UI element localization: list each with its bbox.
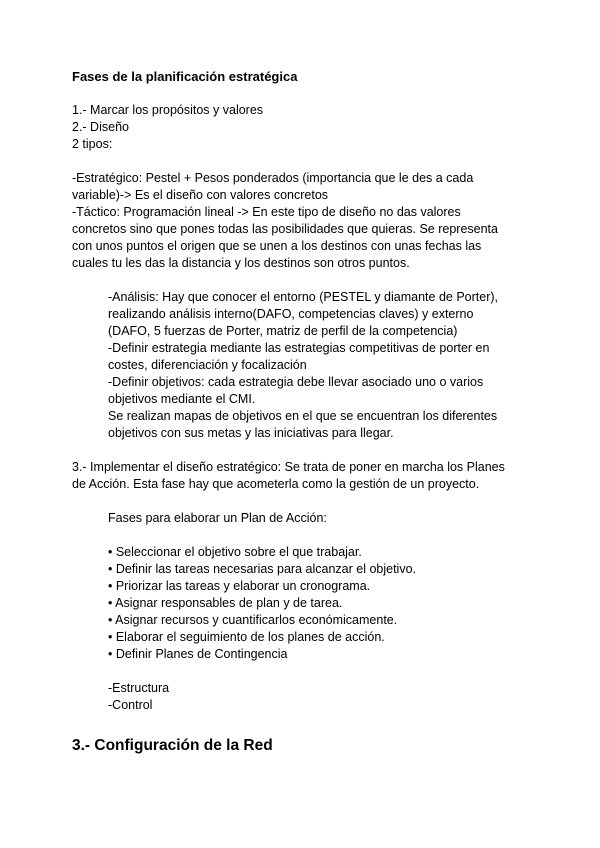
paragraph-line: -Estratégico: Pestel + Pesos ponderados (importancia que le des a cada: [72, 171, 474, 185]
step-line: 1.- Marcar los propósitos y valores: [72, 103, 264, 117]
bullet-item: • Definir Planes de Contingencia: [108, 647, 288, 661]
step-line: 2.- Diseño: [72, 120, 129, 134]
design-types-block: [72, 170, 540, 272]
paragraph-line: de Acción. Esta fase hay que acometerla como la gestión de un proyecto.: [72, 477, 480, 491]
bullet-item: • Elaborar el seguimiento de los planes de acción.: [108, 630, 385, 644]
analysis-line: objetivos con sus metas y las iniciativas para llegar.: [108, 426, 394, 440]
extra-item: -Estructura: [108, 681, 170, 695]
section-heading: 3.- Configuración de la Red: [72, 737, 273, 754]
paragraph-line: con unos puntos el origen que se unen a los destinos con unas fechas las: [72, 239, 482, 253]
bullet-item: • Asignar responsables de plan y de tarea.: [108, 596, 343, 610]
analysis-line: -Definir objetivos: cada estrategia debe llevar asociado uno o varios: [108, 375, 484, 389]
document-title: Fases de la planificación estratégica: [72, 69, 298, 84]
analysis-line: costes, diferenciación y focalización: [108, 358, 307, 372]
bullet-item: • Definir las tareas necesarias para alcanzar el objetivo.: [108, 562, 417, 576]
analysis-line: realizando análisis interno(DAFO, competencias claves) y externo: [108, 307, 474, 321]
paragraph-line: variable)-> Es el diseño con valores concretos: [72, 188, 329, 202]
analysis-line: Se realizan mapas de objetivos en el que se encuentran los diferentes: [108, 409, 498, 423]
paragraph-line: 3.- Implementar el diseño estratégico: Se trata de poner en marcha los Planes: [72, 460, 505, 474]
bullet-item: • Priorizar las tareas y elaborar un cronograma.: [108, 579, 371, 593]
bullet-item: • Seleccionar el objetivo sobre el que trabajar.: [108, 545, 362, 559]
analysis-block: [72, 289, 540, 442]
analysis-line: (DAFO, 5 fuerzas de Porter, matriz de perfil de la competencia): [108, 324, 458, 338]
extra-item: -Control: [108, 698, 153, 712]
steps-block: [72, 102, 540, 153]
step3-block: [72, 459, 540, 493]
analysis-line: -Definir estrategia mediante las estrategias competitivas de porter en: [108, 341, 490, 355]
paragraph-line: cuales tu les das la distancia y los destinos son otros puntos.: [72, 256, 410, 270]
paragraph-line: -Táctico: Programación lineal -> En este tipo de diseño no das valores: [72, 205, 461, 219]
bullet-item: • Asignar recursos y cuantificarlos económicamente.: [108, 613, 398, 627]
analysis-line: objetivos mediante el CMI.: [108, 392, 256, 406]
action-plan-block: [72, 510, 540, 714]
action-plan-intro: Fases para elaborar un Plan de Acción:: [108, 511, 327, 525]
analysis-line: -Análisis: Hay que conocer el entorno (PESTEL y diamante de Porter),: [108, 290, 499, 304]
step-line: 2 tipos:: [72, 137, 113, 151]
paragraph-line: concretos sino que pones todas las posibilidades que quieras. Se representa: [72, 222, 498, 236]
